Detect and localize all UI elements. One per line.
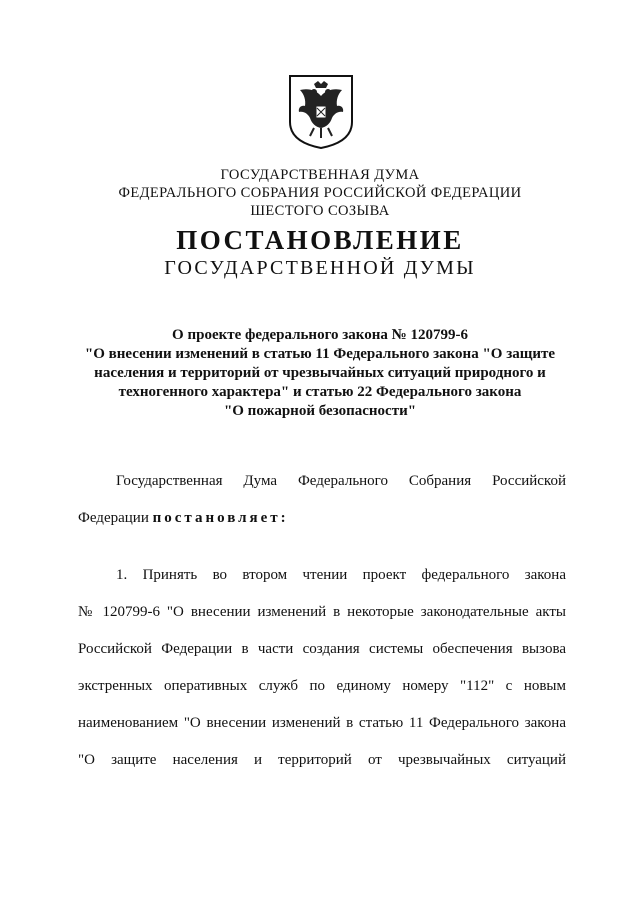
preamble-line-2 (78, 509, 566, 546)
subject-line: техногенного характера" и статью 22 Федерального закона (118, 384, 522, 400)
document-type-heading: ПОСТАНОВЛЕНИЕ (176, 225, 464, 255)
preamble-verb: постановляет: (152, 510, 289, 526)
subject-line: населения и территорий от чрезвычайных ситуаций природного и (94, 365, 546, 381)
org-line: ГОСУДАРСТВЕННАЯ ДУМА (220, 167, 420, 183)
preamble-line: Государственная Дума Федерального Собрания Российской (116, 473, 566, 489)
clause-line: Российской Федерации в части создания системы обеспечения вызова (78, 641, 566, 657)
subject-line: О проекте федерального закона № 120799-6 (172, 327, 468, 343)
clause-line: "О защите населения и территорий от чрезвычайных ситуаций (78, 752, 566, 768)
clause-line: № 120799-6 "О внесении изменений в некоторые законодательные акты (78, 604, 566, 620)
org-line: ФЕДЕРАЛЬНОГО СОБРАНИЯ РОССИЙСКОЙ ФЕДЕРАЦИИ (118, 185, 522, 201)
document-issuer-heading: ГОСУДАРСТВЕННОЙ ДУМЫ (164, 257, 476, 279)
issuing-organization (0, 166, 640, 220)
preamble-paragraph (78, 472, 566, 546)
resolution-subject (40, 326, 600, 421)
subject-line: "О внесении изменений в статью 11 Федерального закона "О защите (84, 346, 556, 362)
clause-line: экстренных оперативных служб по единому номеру "112" с новым (78, 678, 566, 694)
russian-coat-of-arms-icon (286, 72, 356, 150)
subject-line: "О пожарной безопасности" (223, 403, 417, 419)
org-line: ШЕСТОГО СОЗЫВА (250, 203, 390, 219)
preamble-federation-word: Федерации (78, 510, 149, 526)
clause-line: наименованием "О внесении изменений в статью 11 Федерального закона (78, 715, 566, 731)
clause-1-paragraph (78, 566, 566, 788)
clause-line: 1. Принять во втором чтении проект федерального закона (116, 567, 566, 583)
